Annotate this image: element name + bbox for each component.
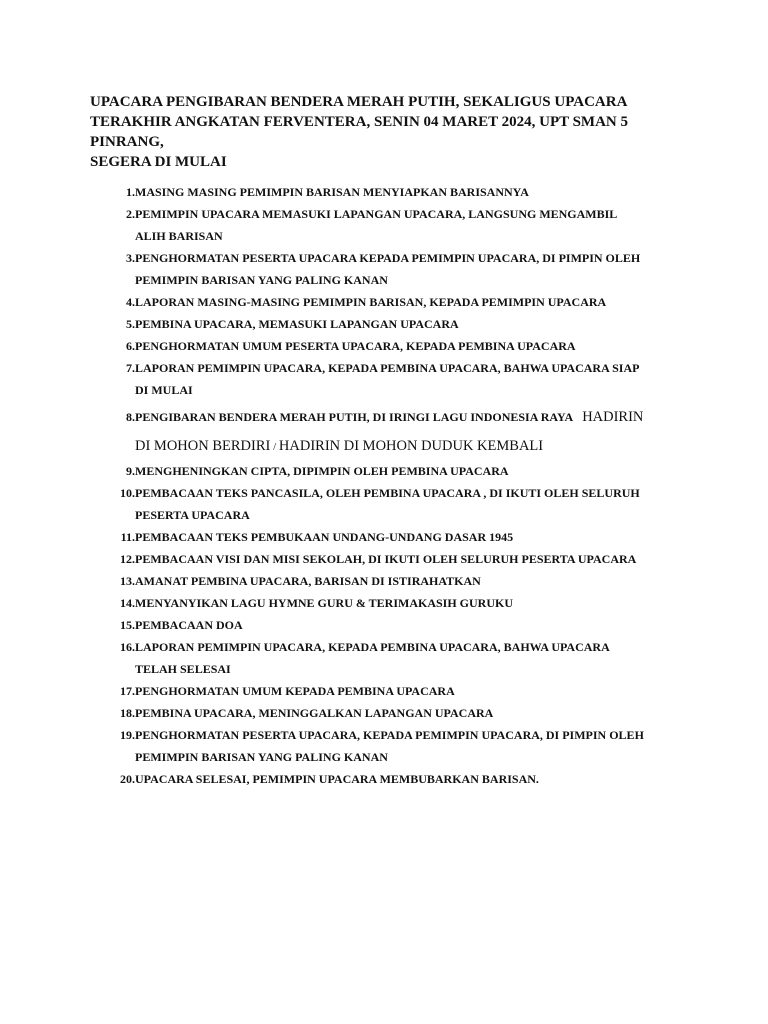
step-text: PEMIMPIN BARISAN YANG PALING KANAN <box>135 750 388 764</box>
step-text: AMANAT PEMBINA UPACARA, BARISAN DI ISTIRAHATKAN <box>135 574 481 588</box>
step-number: 11. <box>120 530 135 544</box>
step-number: 17. <box>120 684 135 698</box>
step-text: MASING MASING PEMIMPIN BARISAN MENYIAPKAN BARISANNYA <box>135 185 529 199</box>
step-number: 8. <box>126 410 135 424</box>
step-text: MENGHENINGKAN CIPTA, DIPIMPIN OLEH PEMBINA UPACARA <box>135 464 509 478</box>
list-item <box>90 768 690 790</box>
step-text: PEMBINA UPACARA, MENINGGALKAN LAPANGAN UPACARA <box>135 706 494 720</box>
list-item <box>90 724 690 768</box>
list-item <box>90 592 690 614</box>
list-item <box>90 313 690 335</box>
step-number: 4. <box>126 295 135 309</box>
step-text: DI MULAI <box>135 383 193 397</box>
list-item <box>90 203 690 247</box>
step-text: PENGHORMATAN PESERTA UPACARA, KEPADA PEMIMPIN UPACARA, DI PIMPIN OLEH <box>135 728 644 742</box>
step-text: LAPORAN PEMIMPIN UPACARA, KEPADA PEMBINA UPACARA, BAHWA UPACARA SIAP <box>135 361 640 375</box>
step-number: 15. <box>120 618 135 632</box>
step-text: PEMIMPIN BARISAN YANG PALING KANAN <box>135 273 388 287</box>
step-text: PEMBACAAN VISI DAN MISI SEKOLAH, DI IKUTI OLEH SELURUH PESERTA UPACARA <box>135 552 637 566</box>
list-item <box>90 460 690 482</box>
ceremony-steps-list <box>90 181 690 790</box>
step-text: LAPORAN MASING-MASING PEMIMPIN BARISAN, KEPADA PEMIMPIN UPACARA <box>135 295 607 309</box>
step-text: PESERTA UPACARA <box>135 508 250 522</box>
step-number: 20. <box>120 772 135 786</box>
step-number: 16. <box>120 640 135 654</box>
step-text-plain: HADIRIN <box>582 409 644 425</box>
heading-line: UPACARA PENGIBARAN BENDERA MERAH PUTIH, SEKALIGUS UPACARA <box>90 94 628 110</box>
step-text: PEMIMPIN UPACARA MEMASUKI LAPANGAN UPACARA, LANGSUNG MENGAMBIL <box>135 207 618 221</box>
list-item <box>90 291 690 313</box>
step-text-plain: DI MOHON BERDIRI <box>135 438 271 454</box>
step-number: 14. <box>120 596 135 610</box>
list-item <box>90 570 690 592</box>
step-number: 9. <box>126 464 135 478</box>
step-number: 5. <box>126 317 135 331</box>
step-number: 12. <box>120 552 135 566</box>
list-item <box>90 614 690 636</box>
list-item <box>90 401 690 460</box>
step-text: PEMBINA UPACARA, MEMASUKI LAPANGAN UPACARA <box>135 317 459 331</box>
list-item <box>90 702 690 724</box>
step-number: 13. <box>120 574 135 588</box>
step-text: PEMBACAAN TEKS PANCASILA, OLEH PEMBINA UPACARA , DI IKUTI OLEH SELURUH <box>135 486 640 500</box>
step-text: TELAH SELESAI <box>135 662 231 676</box>
step-text: LAPORAN PEMIMPIN UPACARA, KEPADA PEMBINA UPACARA, BAHWA UPACARA <box>135 640 610 654</box>
step-text: PENGHORMATAN UMUM PESERTA UPACARA, KEPADA PEMBINA UPACARA <box>135 339 576 353</box>
step-text: ALIH BARISAN <box>135 229 223 243</box>
step-text: PEMBACAAN DOA <box>135 618 243 632</box>
step-text: PENGHORMATAN PESERTA UPACARA KEPADA PEMIMPIN UPACARA, DI PIMPIN OLEH <box>135 251 641 265</box>
step-text-separator: / <box>270 441 279 453</box>
step-text-plain: HADIRIN DI MOHON DUDUK KEMBALI <box>278 438 544 454</box>
step-number: 19. <box>120 728 135 742</box>
list-item <box>90 636 690 680</box>
list-item <box>90 247 690 291</box>
list-item <box>90 482 690 526</box>
step-text: UPACARA SELESAI, PEMIMPIN UPACARA MEMBUBARKAN BARISAN. <box>135 772 539 786</box>
step-text: MENYANYIKAN LAGU HYMNE GURU & TERIMAKASIH GURUKU <box>135 596 514 610</box>
step-number: 10. <box>120 486 135 500</box>
heading-line: PINRANG, <box>90 134 164 150</box>
step-text: PENGHORMATAN UMUM KEPADA PEMBINA UPACARA <box>135 684 455 698</box>
list-item <box>90 335 690 357</box>
step-number: 3. <box>126 251 135 265</box>
list-item <box>90 181 690 203</box>
step-number: 1. <box>126 185 135 199</box>
step-number: 6. <box>126 339 135 353</box>
step-number: 2. <box>126 207 135 221</box>
step-number: 7. <box>126 361 135 375</box>
list-item <box>90 526 690 548</box>
list-item <box>90 548 690 570</box>
heading-line: TERAKHIR ANGKATAN FERVENTERA, SENIN 04 MARET 2024, UPT SMAN 5 <box>90 114 629 130</box>
step-number: 18. <box>120 706 135 720</box>
step-text: PENGIBARAN BENDERA MERAH PUTIH, DI IRINGI LAGU INDONESIA RAYA <box>135 410 574 424</box>
list-item <box>90 357 690 401</box>
document-heading <box>90 92 690 172</box>
heading-line: SEGERA DI MULAI <box>90 154 227 170</box>
step-text: PEMBACAAN TEKS PEMBUKAAN UNDANG-UNDANG DASAR 1945 <box>135 530 514 544</box>
list-item <box>90 680 690 702</box>
